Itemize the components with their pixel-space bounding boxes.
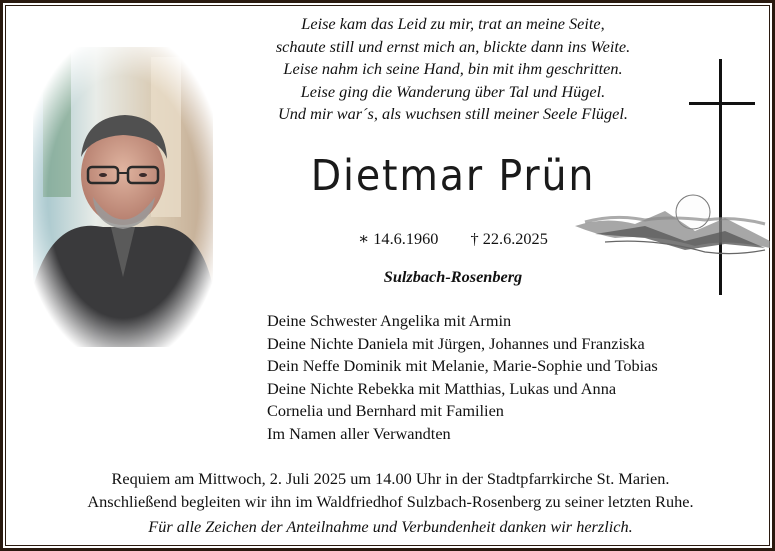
mourner-line: Cornelia und Bernhard mit Familien bbox=[267, 401, 504, 421]
burial-line: Anschließend begleiten wir ihn im Waldfriedhof Sulzbach-Rosenberg zu seiner letzten Ruhe. bbox=[87, 491, 694, 511]
portrait-photo bbox=[33, 47, 213, 347]
service-info bbox=[13, 468, 768, 513]
poem-line: Leise nahm ich seine Hand, bin mit ihm geschritten. bbox=[283, 59, 623, 79]
death-date: † 22.6.2025 bbox=[470, 229, 548, 248]
poem bbox=[203, 13, 703, 126]
mourner-line: Deine Nichte Rebekka mit Matthias, Lukas und Anna bbox=[267, 378, 617, 398]
poem-line: Leise kam das Leid zu mir, trat an meine Seite, bbox=[301, 14, 605, 33]
life-dates bbox=[303, 229, 603, 249]
mourner-line: Deine Schwester Angelika mit Armin bbox=[267, 311, 512, 330]
poem-line: Leise ging die Wanderung über Tal und Hügel. bbox=[300, 81, 606, 101]
requiem-line: Requiem am Mittwoch, 2. Juli 2025 um 14.00 Uhr in der Stadtpfarrkirche St. Marien. bbox=[111, 469, 670, 488]
mourner-line: Deine Nichte Daniela mit Jürgen, Johannes und Franziska bbox=[267, 333, 645, 353]
mourner-line: Dein Neffe Dominik mit Melanie, Marie-Sophie und Tobias bbox=[267, 356, 658, 376]
mourners-list bbox=[267, 310, 747, 446]
deceased-name: Dietmar Prün bbox=[310, 151, 596, 201]
poem-line: schaute still und ernst mich an, blickte dann ins Weite. bbox=[275, 36, 631, 56]
thanks-line: Für alle Zeichen der Anteilnahme und Verbundenheit danken wir herzlich. bbox=[148, 517, 633, 536]
hometown: Sulzbach-Rosenberg bbox=[383, 267, 523, 286]
birth-date: ∗ 14.6.1960 bbox=[358, 229, 439, 248]
poem-line: Und mir war´s, als wuchsen still meiner Seele Flügel. bbox=[277, 104, 628, 124]
mourner-line: Im Namen aller Verwandten bbox=[267, 423, 451, 443]
moon-landscape-icon bbox=[575, 186, 770, 266]
